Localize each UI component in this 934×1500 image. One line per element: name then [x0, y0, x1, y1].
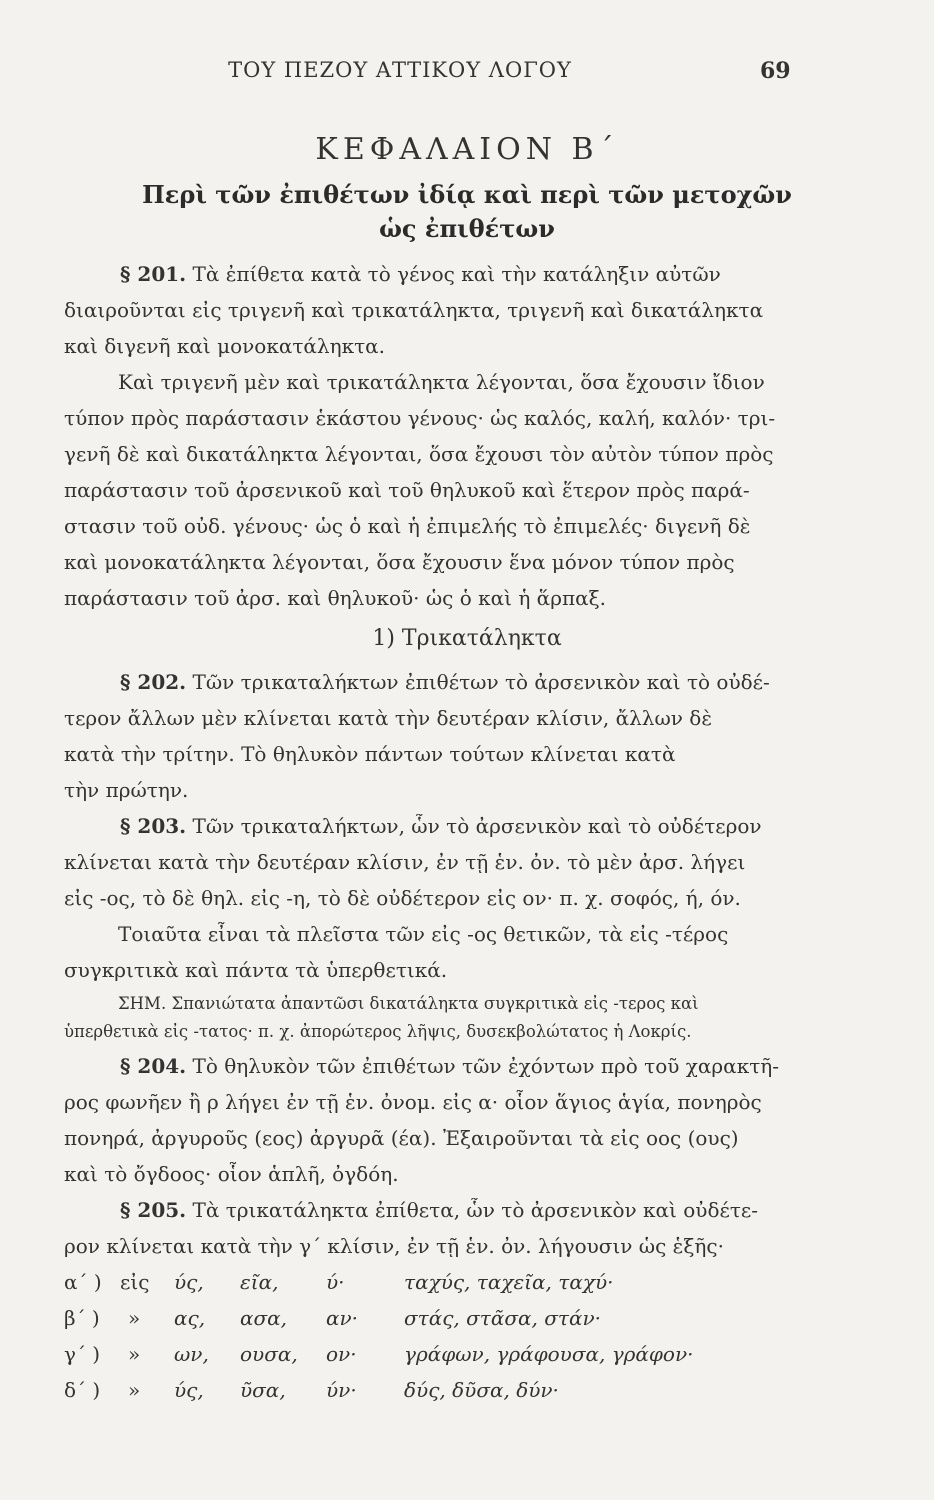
section-201-line: γενῆ δὲ καὶ δικατάληκτα λέγονται, ὅσα ἔχουσι τὸν αὐτὸν τύπον πρὸς — [64, 442, 774, 466]
feminine-ending: ασα, — [240, 1306, 288, 1330]
section-203-marker: § 203. — [120, 814, 187, 838]
masculine-ending: ύς, — [174, 1378, 204, 1402]
neuter-ending: ύν· — [326, 1378, 357, 1402]
neuter-ending: αν· — [326, 1306, 359, 1330]
feminine-ending: εῖα, — [240, 1270, 279, 1294]
section-203-line: εἰς -ος, τὸ δὲ θηλ. εἰς -η, τὸ δὲ οὐδέτερον εἰς ον· π. χ. σοφός, ή, όν. — [64, 886, 741, 910]
row-label: δ΄ ) — [64, 1378, 101, 1402]
masculine-ending: ας, — [174, 1306, 206, 1330]
row-label: α΄ ) — [64, 1270, 102, 1294]
note-line: ΣΗΜ. Σπανιώτατα ἀπαντῶσι δικατάληκτα συγκριτικὰ εἰς -τερος καὶ — [118, 994, 699, 1013]
section-201-line: παράστασιν τοῦ ἀρσενικοῦ καὶ τοῦ θηλυκοῦ καὶ ἕτερον πρὸς παρά- — [64, 478, 750, 502]
masculine-ending: ων, — [174, 1342, 209, 1366]
section-201-line: § 201. Τὰ ἐπίθετα κατὰ τὸ γένος καὶ τὴν κατάληξιν αὐτῶν — [120, 262, 721, 286]
section-203-line: § 203. Τῶν τρικαταλήκτων, ὧν τὸ ἀρσενικὸν καὶ τὸ οὐδέτερον — [120, 814, 762, 838]
neuter-ending: ον· — [326, 1342, 357, 1366]
section-202-line: κατὰ τὴν τρίτην. Τὸ θηλυκὸν πάντων τούτων κλίνεται κατὰ — [64, 742, 676, 766]
section-202-line: τὴν πρώτην. — [64, 778, 189, 802]
section-204-line: ρος φωνῆεν ἢ ρ λήγει ἐν τῇ ἑν. ὀνομ. εἰς α· οἷον ἅγιος ἁγία, πονηρὸς — [64, 1090, 762, 1114]
note-line: ὑπερθετικὰ εἰς -τατος· π. χ. ἀπορώτερος λῆψις, δυσεκβολώτατος ἡ Λοκρίς. — [64, 1022, 692, 1041]
section-203-line: συγκριτικὰ καὶ πάντα τὰ ὑπερθετικά. — [64, 958, 448, 982]
example: ταχύς, ταχεῖα, ταχύ· — [404, 1270, 614, 1294]
masculine-ending: ύς, — [174, 1270, 204, 1294]
example: στάς, στᾶσα, στάν· — [404, 1306, 601, 1330]
chapter-heading-line1: Περὶ τῶν ἐπιθέτων ἰδίᾳ καὶ περὶ τῶν μετοχῶν — [142, 180, 792, 209]
endings-row — [64, 1270, 824, 1298]
section-204-line: πονηρά, ἀργυροῦς (εος) ἀργυρᾶ (έα). Ἐξαιροῦνται τὰ εἰς οος (ους) — [64, 1126, 739, 1150]
chapter-heading-line2: ὡς ἐπιθέτων — [379, 214, 555, 243]
page-number: 69 — [760, 58, 791, 84]
section-203-line: κλίνεται κατὰ τὴν δευτέραν κλίσιν, ἐν τῇ ἑν. ὀν. τὸ μὲν ἀρσ. λήγει — [64, 850, 746, 874]
endings-row — [64, 1378, 824, 1406]
example: δύς, δῦσα, δύν· — [404, 1378, 559, 1402]
section-201-line: Καὶ τριγενῆ μὲν καὶ τρικατάληκτα λέγονται, ὅσα ἔχουσιν ἴδιον — [118, 370, 765, 394]
section-204-line: § 204. Τὸ θηλυκὸν τῶν ἐπιθέτων τῶν ἐχόντων πρὸ τοῦ χαρακτῆ- — [120, 1054, 779, 1078]
endings-row — [64, 1342, 824, 1370]
chapter-title: ΚΕΦΑΛΑΙΟΝ Β΄ — [315, 132, 619, 167]
running-head: ΤΟΥ ΠΕΖΟΥ ΑΤΤΙΚΟΥ ΛΟΓΟΥ — [228, 58, 572, 82]
section-201-line: διαιροῦνται εἰς τριγενῆ καὶ τρικατάληκτα, τριγενῆ καὶ δικατάληκτα — [64, 298, 764, 322]
row-prefix: » — [128, 1342, 141, 1366]
row-label: γ΄ ) — [64, 1342, 101, 1366]
neuter-ending: ύ· — [326, 1270, 345, 1294]
section-204-marker: § 204. — [120, 1054, 187, 1078]
section-205-line: § 205. Τὰ τρικατάληκτα ἐπίθετα, ὧν τὸ ἀρσενικὸν καὶ οὐδέτε- — [120, 1198, 759, 1222]
row-prefix: εἰς — [120, 1270, 150, 1294]
section-201-marker: § 201. — [120, 262, 187, 286]
section-203-line: Τοιαῦτα εἶναι τὰ πλεῖστα τῶν εἰς -ος θετικῶν, τὰ εἰς -τέρος — [118, 922, 729, 946]
section-204-line: καὶ τὸ ὄγδοος· οἷον ἁπλῆ, ὀγδόη. — [64, 1162, 399, 1186]
section-201-line: παράστασιν τοῦ ἀρσ. καὶ θηλυκοῦ· ὡς ὁ καὶ ἡ ἅρπαξ. — [64, 586, 606, 610]
row-prefix: » — [128, 1306, 141, 1330]
section-202-marker: § 202. — [120, 670, 187, 694]
endings-row — [64, 1306, 824, 1334]
subsection-title: 1) Τρικατάληκτα — [372, 626, 562, 651]
section-205-marker: § 205. — [120, 1198, 187, 1222]
section-201-line: καὶ διγενῆ καὶ μονοκατάληκτα. — [64, 334, 386, 358]
section-201-line: στασιν τοῦ οὐδ. γένους· ὡς ὁ καὶ ἡ ἐπιμελής τὸ ἐπιμελές· διγενῆ δὲ — [64, 514, 751, 538]
feminine-ending: ουσα, — [240, 1342, 298, 1366]
example: γράφων, γράφουσα, γράφον· — [404, 1342, 694, 1366]
row-prefix: » — [128, 1378, 141, 1402]
section-202-line: § 202. Τῶν τρικαταλήκτων ἐπιθέτων τὸ ἀρσενικὸν καὶ τὸ οὐδέ- — [120, 670, 770, 694]
section-205-line: ρον κλίνεται κατὰ τὴν γ΄ κλίσιν, ἐν τῇ ἑν. ὀν. λήγουσιν ὡς ἑξῆς· — [64, 1234, 724, 1258]
section-202-line: τερον ἄλλων μὲν κλίνεται κατὰ τὴν δευτέραν κλίσιν, ἄλλων δὲ — [64, 706, 713, 730]
feminine-ending: ῦσα, — [240, 1378, 286, 1402]
row-label: β΄ ) — [64, 1306, 100, 1330]
section-201-line: τύπον πρὸς παράστασιν ἑκάστου γένους· ὡς καλός, καλή, καλόν· τρι- — [64, 406, 776, 430]
section-201-line: καὶ μονοκατάληκτα λέγονται, ὅσα ἔχουσιν ἕνα μόνον τύπον πρὸς — [64, 550, 735, 574]
